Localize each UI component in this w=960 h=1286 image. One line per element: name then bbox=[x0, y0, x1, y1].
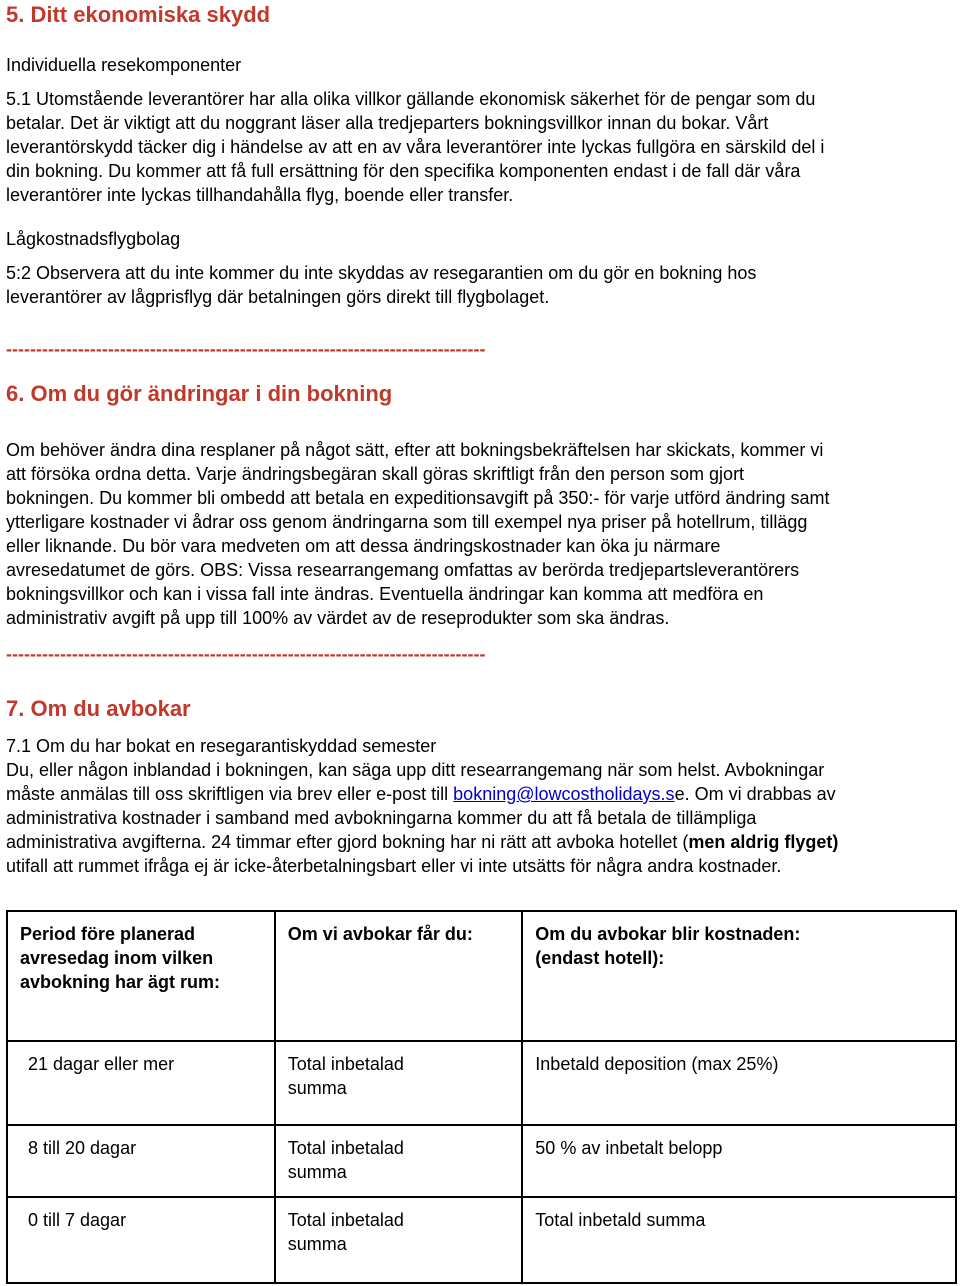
table-cell bbox=[275, 1197, 523, 1283]
text-line: 5.1 Utomstående leverantörer har alla olika villkor gällande ekonomisk säkerhet för de pengar som du bbox=[6, 89, 816, 109]
text-line-bold bbox=[6, 830, 956, 854]
text-line: betalar. Det är viktigt att du noggrant läser alla tredjeparters bokningsvillkor innan du bokar. Vårt bbox=[6, 113, 769, 133]
section-5-heading: 5. Ditt ekonomiska skydd bbox=[6, 2, 271, 27]
text-line: avresedatumet de görs. OBS: Vissa researrangemang omfattas av berörda tredjepartsleverantörers bbox=[6, 560, 800, 580]
text-segment: måste anmälas till oss skriftligen via brev eller e-post till bbox=[6, 784, 454, 804]
subheading-7-1: 7.1 Om du har bokat en resegarantiskyddad semester bbox=[6, 736, 437, 756]
table-header-row bbox=[7, 911, 956, 1041]
bold-segment: men aldrig flyget) bbox=[688, 832, 839, 852]
text-line: din bokning. Du kommer att få full ersättning för den specifika komponenten endast i de fall där våra bbox=[6, 161, 801, 181]
table-row bbox=[7, 1197, 956, 1283]
paragraph-6 bbox=[6, 438, 956, 630]
paragraph-7 bbox=[6, 734, 956, 878]
table-header-cell bbox=[522, 911, 956, 1041]
text-line: Om behöver ändra dina resplaner på något sätt, efter att bokningsbekräftelsen har skickats, kommer vi bbox=[6, 440, 824, 460]
table-cell bbox=[275, 1041, 523, 1125]
cell-text: 50 % av inbetalt belopp bbox=[535, 1138, 723, 1158]
text-line: 5:2 Observera att du inte kommer du inte skyddas av resegarantien om du gör en bokning hos bbox=[6, 263, 757, 283]
paragraph-5-1 bbox=[6, 87, 956, 207]
text-line: bokningen. Du kommer bli ombedd att betala en expeditionsavgift på 350:- för varje utförd ändring samt bbox=[6, 488, 830, 508]
divider-1: -------------------------------------------------------------------------------- bbox=[6, 339, 486, 359]
subheading-individuella: Individuella resekomponenter bbox=[6, 55, 242, 75]
email-link[interactable]: bokning@lowcostholidays.s bbox=[453, 784, 675, 804]
section-6-heading: 6. Om du gör ändringar i din bokning bbox=[6, 381, 393, 406]
table-cell bbox=[7, 1197, 275, 1283]
text-line: att försöka ordna detta. Varje ändringsbegäran skall göras skriftligt från den person som gjort bbox=[6, 464, 745, 484]
text-line: leverantörer av lågprisflyg där betalningen görs direkt till flygbolaget. bbox=[6, 287, 550, 307]
table-row bbox=[7, 1041, 956, 1125]
text-line: leverantörer inte lyckas tillhandahålla flyg, boende eller transfer. bbox=[6, 185, 514, 205]
table-cell bbox=[522, 1197, 956, 1283]
text-segment: e. Om vi drabbas av bbox=[674, 784, 836, 804]
cancellation-table bbox=[6, 910, 957, 1284]
table-cell bbox=[522, 1041, 956, 1125]
section-7-heading: 7. Om du avbokar bbox=[6, 696, 191, 721]
header-text: Period före planerad avresedag inom vilken avbokning har ägt rum: bbox=[20, 924, 221, 992]
text-line: leverantörskydd täcker dig i händelse av att en av våra leverantörer inte lyckas fullgöra en särskild del i bbox=[6, 137, 825, 157]
divider-2: -------------------------------------------------------------------------------- bbox=[6, 644, 486, 664]
table-cell bbox=[275, 1125, 523, 1197]
text-segment: administrativa avgifterna. 24 timmar efter gjord bokning har ni rätt att avboka hotellet ( bbox=[6, 832, 689, 852]
text-line: eller liknande. Du bör vara medveten om att dessa ändringskostnader kan öka ju närmare bbox=[6, 536, 721, 556]
text-line: administrativ avgift på upp till 100% av värdet av de reseprodukter som ska ändras. bbox=[6, 608, 670, 628]
text-line: administrativa kostnader i samband med avbokningarna kommer du att få betala de tillämpliga bbox=[6, 808, 757, 828]
table-row bbox=[7, 1125, 956, 1197]
subheading-lagkostnad: Lågkostnadsflygbolag bbox=[6, 229, 181, 249]
text-line: utifall att rummet ifråga ej är icke-återbetalningsbart eller vi inte utsätts för några andra kostnader. bbox=[6, 856, 782, 876]
cell-text: Total inbetalad summa bbox=[287, 1210, 404, 1254]
text-line: Du, eller någon inblandad i bokningen, kan säga upp ditt researrangemang när som helst. Avbokningar bbox=[6, 760, 825, 780]
table-cell bbox=[7, 1041, 275, 1125]
table-header-cell bbox=[275, 911, 523, 1041]
table-cell bbox=[7, 1125, 275, 1197]
cell-text: Total inbetalad summa bbox=[287, 1138, 404, 1182]
cell-text: 8 till 20 dagar bbox=[28, 1138, 137, 1158]
cell-text: Total inbetald summa bbox=[535, 1210, 706, 1230]
cell-text: Total inbetalad summa bbox=[287, 1054, 404, 1098]
text-line: ytterligare kostnader vi ådrar oss genom ändringarna som till exempel nya priser på hotellrum, tillägg bbox=[6, 512, 808, 532]
cell-text: Inbetald deposition (max 25%) bbox=[535, 1054, 779, 1074]
cell-text: 0 till 7 dagar bbox=[28, 1210, 127, 1230]
header-text: Om du avbokar blir kostnaden: (endast hotell): bbox=[535, 924, 801, 968]
paragraph-5-2 bbox=[6, 261, 956, 309]
table-cell bbox=[522, 1125, 956, 1197]
table-header-cell bbox=[7, 911, 275, 1041]
header-text: Om vi avbokar får du: bbox=[287, 924, 473, 944]
text-line-email bbox=[6, 782, 956, 806]
cell-text: 21 dagar eller mer bbox=[28, 1054, 175, 1074]
text-line: bokningsvillkor och kan i vissa fall inte ändras. Eventuella ändringar kan komma att medföra en bbox=[6, 584, 764, 604]
